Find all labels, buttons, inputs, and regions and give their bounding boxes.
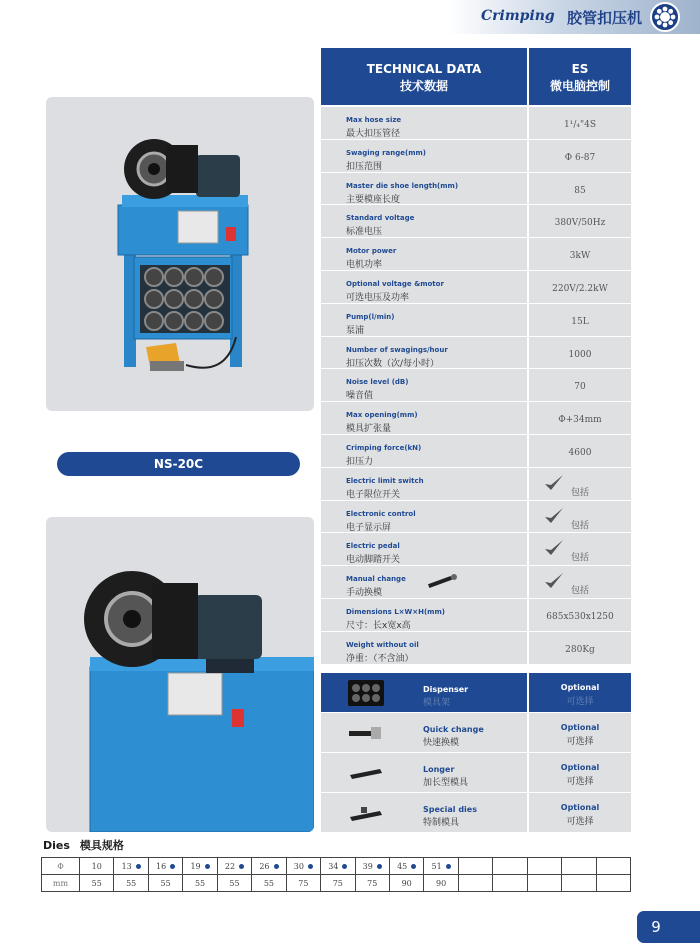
dies-size-cell: 39 <box>355 858 389 875</box>
dies-table <box>41 857 631 892</box>
dies-title <box>43 837 124 853</box>
gear-logo-icon <box>650 2 680 32</box>
spec-value: Φ+34mm <box>558 415 602 426</box>
dies-length-cell: 90 <box>424 875 458 892</box>
option-label-en: Quick change <box>423 725 484 734</box>
model-column-header-cn: 微电脑控制 <box>549 79 610 93</box>
spec-label-cn: 电机功率 <box>346 260 383 271</box>
dies-size-cell: 34 <box>321 858 355 875</box>
spec-label-cn: 泵浦 <box>346 325 365 336</box>
option-row-quick-change <box>321 713 631 752</box>
dies-length-cell: 75 <box>355 875 389 892</box>
option-value-cn: 可选择 <box>566 777 594 787</box>
header-title-en: Crimping <box>481 8 555 24</box>
option-value-en: Optional <box>560 683 600 692</box>
spec-value: 380V/50Hz <box>554 218 606 229</box>
spec-value: 3kW <box>569 251 591 262</box>
spec-label-cn: 扣压次数（次/每小时） <box>346 358 440 369</box>
option-value-en: Optional <box>560 803 600 812</box>
dies-length-cell: 55 <box>252 875 286 892</box>
spec-value: Φ 6-87 <box>564 152 596 163</box>
spec-value: 685x530x1250 <box>546 611 614 622</box>
spec-row <box>321 632 631 665</box>
spec-value: 1¹/₄"4S <box>563 120 596 130</box>
spec-label-en: Max hose size <box>346 116 402 124</box>
spec-label-en: Electric pedal <box>346 542 400 551</box>
spec-label-cn: 扣压范围 <box>346 161 383 172</box>
spec-row <box>321 468 631 501</box>
dies-empty-cell <box>527 858 561 875</box>
machine-photo-closeup <box>46 517 314 832</box>
spec-label-cn: 可选电压及功率 <box>346 292 410 303</box>
spec-value: 15L <box>571 316 589 327</box>
spec-row <box>321 173 631 206</box>
spec-label-en: Optional voltage &motor <box>346 279 444 288</box>
spec-row <box>321 140 631 173</box>
spec-row <box>321 435 631 468</box>
spec-value: 85 <box>574 185 586 196</box>
checkmark-icon <box>543 537 565 559</box>
spec-label-en: Crimping force(kN) <box>346 443 422 452</box>
dies-size-row <box>42 858 631 875</box>
dies-row-head: Φ <box>42 858 80 875</box>
spec-value: 包括 <box>571 586 590 597</box>
spec-row <box>321 238 631 271</box>
spec-row <box>321 369 631 402</box>
spec-label-cn: 尺寸：长x宽x高 <box>346 620 411 631</box>
dies-length-row <box>42 875 631 892</box>
checkmark-icon <box>543 472 565 494</box>
dies-row-head: mm <box>42 875 80 892</box>
dies-size-cell: 22 <box>217 858 251 875</box>
option-value-cn: 可选择 <box>566 697 594 707</box>
special-die-icon <box>347 799 385 827</box>
dies-empty-cell <box>596 858 630 875</box>
model-name-badge: NS-20C <box>57 452 300 476</box>
option-value-en: Optional <box>560 723 600 732</box>
dies-length-cell: 55 <box>80 875 114 892</box>
dies-size-cell: 45 <box>389 858 423 875</box>
option-row-special-dies <box>321 793 631 832</box>
spec-value: 280Kg <box>565 644 595 655</box>
option-label-cn: 模具架 <box>423 698 451 708</box>
dies-size-cell: 13 <box>114 858 148 875</box>
spec-label-cn: 最大扣压管径 <box>346 129 401 139</box>
model-column-header-en: ES <box>571 62 589 76</box>
dies-size-cell: 19 <box>183 858 217 875</box>
dispenser-icon <box>347 679 385 707</box>
tech-data-header-en: TECHNICAL DATA <box>366 62 482 76</box>
spec-row <box>321 271 631 304</box>
spec-value: 4600 <box>568 447 592 458</box>
spec-label-en: Electric limit switch <box>346 476 424 485</box>
spec-row <box>321 337 631 370</box>
spec-row <box>321 205 631 238</box>
spec-label-en: Motor power <box>346 247 397 256</box>
spec-label-cn: 主要模座长度 <box>346 194 401 205</box>
spec-label-en: Electronic control <box>346 509 416 518</box>
checkmark-icon <box>543 570 565 592</box>
dies-length-cell: 55 <box>183 875 217 892</box>
dies-size-cell: 26 <box>252 858 286 875</box>
option-value-cn: 可选择 <box>566 817 594 827</box>
option-label-en: Longer <box>423 765 455 774</box>
spec-row <box>321 107 631 140</box>
dies-empty-cell <box>493 858 527 875</box>
header-title-cn: 胶管扣压机 <box>567 9 643 27</box>
spec-row <box>321 599 631 632</box>
tech-data-header-cn: 技术数据 <box>399 79 448 93</box>
tech-data-header <box>321 48 527 105</box>
spec-label-en: Manual change <box>346 575 406 584</box>
dies-empty-cell <box>596 875 630 892</box>
spec-label-en: Max opening(mm) <box>346 411 418 420</box>
spec-label-cn: 电子显示屏 <box>346 522 392 533</box>
spec-label-cn: 电动脚踏开关 <box>346 555 401 566</box>
spec-value: 1000 <box>568 349 592 360</box>
dies-length-cell: 55 <box>114 875 148 892</box>
spec-label-en: Dimensions L×W×H(mm) <box>346 607 445 616</box>
dies-size-cell: 16 <box>148 858 182 875</box>
spec-label-cn: 扣压力 <box>346 456 374 467</box>
spec-label-cn: 手动换模 <box>346 588 383 599</box>
dies-length-cell: 75 <box>321 875 355 892</box>
manual-lever-icon <box>426 571 460 591</box>
option-value-en: Optional <box>560 763 600 772</box>
spec-label-en: Standard voltage <box>346 214 415 223</box>
spec-value: 70 <box>574 382 586 393</box>
dies-empty-cell <box>562 875 596 892</box>
option-label-cn: 快速换模 <box>423 738 460 748</box>
dies-size-cell: 51 <box>424 858 458 875</box>
spec-label-en: Noise level (dB) <box>346 378 409 387</box>
dies-length-cell: 55 <box>148 875 182 892</box>
option-label-cn: 加长型模具 <box>423 778 469 788</box>
option-value-cn: 可选择 <box>566 737 594 747</box>
option-row-dispenser <box>321 673 631 712</box>
option-label-en: Dispenser <box>423 685 469 694</box>
option-row-longer <box>321 753 631 792</box>
spec-label-en: Swaging range(mm) <box>346 148 426 157</box>
spec-value: 包括 <box>571 520 590 531</box>
dies-length-cell: 90 <box>389 875 423 892</box>
spec-label-cn: 电子限位开关 <box>346 489 401 500</box>
dies-empty-cell <box>493 875 527 892</box>
spec-value: 220V/2.2kW <box>552 283 608 294</box>
checkmark-icon <box>543 505 565 527</box>
spec-row <box>321 501 631 534</box>
dies-empty-cell <box>562 858 596 875</box>
spec-row <box>321 533 631 566</box>
dies-title-cn: 模具规格 <box>79 839 124 852</box>
spec-label-cn: 净重：（不含油） <box>346 653 414 664</box>
spec-label-en: Pump(l/min) <box>346 312 395 321</box>
machine-photo-full <box>46 97 314 411</box>
longer-die-icon <box>347 759 385 787</box>
quick-change-icon <box>347 719 385 747</box>
spec-row <box>321 402 631 435</box>
spec-row <box>321 304 631 337</box>
dies-empty-cell <box>458 875 492 892</box>
spec-value: 包括 <box>571 553 590 564</box>
option-label-en: Special dies <box>423 805 477 814</box>
spec-label-cn: 标准电压 <box>346 227 383 238</box>
dies-length-cell: 55 <box>217 875 251 892</box>
spec-label-en: Master die shoe length(mm) <box>346 181 459 190</box>
spec-label-en: Weight without oil <box>346 640 419 649</box>
spec-label-en: Number of swagings/hour <box>346 345 448 354</box>
spec-label-cn: 噪音值 <box>346 391 374 402</box>
spec-row <box>321 566 631 599</box>
spec-label-cn: 模具扩张量 <box>346 424 392 435</box>
option-label-cn: 特制模具 <box>423 818 460 828</box>
model-column-header <box>529 48 631 105</box>
page-number: 9 <box>637 911 675 943</box>
dies-empty-cell <box>527 875 561 892</box>
dies-empty-cell <box>458 858 492 875</box>
spec-value: 包括 <box>571 487 590 498</box>
dies-length-cell: 75 <box>286 875 320 892</box>
dies-title-en: Dies <box>43 839 70 852</box>
spec-table <box>321 107 631 665</box>
dies-size-cell: 30 <box>286 858 320 875</box>
dies-size-cell: 10 <box>80 858 114 875</box>
